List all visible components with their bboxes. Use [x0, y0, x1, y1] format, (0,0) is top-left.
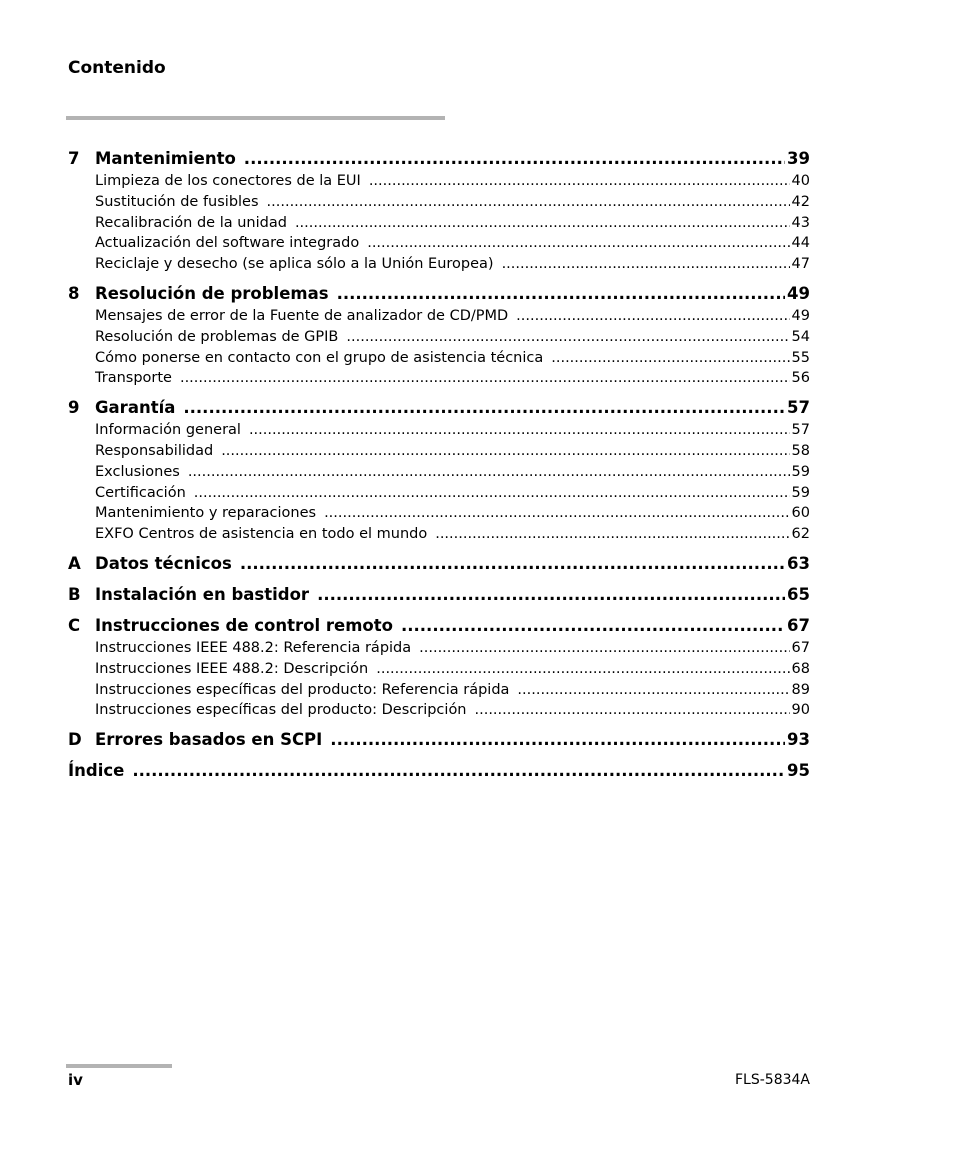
entry-page: 55 [791, 349, 810, 366]
entry-page: 89 [791, 681, 810, 698]
entry-title: Sustitución de fusibles [95, 193, 259, 210]
dot-leader [188, 462, 790, 483]
header-rule [66, 116, 445, 120]
chapter-title: Índice [68, 761, 125, 781]
dot-leader [240, 551, 785, 576]
dot-leader [516, 306, 789, 327]
entry-title: Instrucciones específicas del producto: Descripción [95, 702, 467, 719]
entry-title: Instrucciones IEEE 488.2: Descripción [95, 660, 369, 677]
toc-entry [95, 213, 810, 234]
toc-entry [95, 680, 810, 701]
dot-leader [551, 348, 789, 369]
entry-title: Actualización del software integrado [95, 235, 360, 252]
entry-title: Recalibración de la unidad [95, 214, 287, 231]
toc-entry [95, 306, 810, 327]
chapter-title: Garantía [95, 398, 176, 418]
page-title: Contenido [68, 58, 166, 78]
entry-title: Exclusiones [95, 463, 180, 480]
dot-leader [337, 281, 785, 306]
dot-leader [244, 146, 785, 171]
entry-title: EXFO Centros de asistencia en todo el mundo [95, 526, 428, 543]
toc-chapter [68, 146, 810, 171]
dot-leader [517, 680, 789, 701]
entry-title: Certificación [95, 484, 186, 501]
entry-title: Mantenimiento y reparaciones [95, 505, 317, 522]
entry-page: 58 [791, 442, 810, 459]
chapter-page: 39 [787, 149, 810, 168]
entry-page: 47 [791, 256, 810, 273]
chapter-title: Errores basados en SCPI [95, 730, 323, 750]
page-number: iv [68, 1071, 83, 1089]
toc-entry [95, 327, 810, 348]
entry-page: 90 [791, 702, 810, 719]
dot-leader [346, 327, 789, 348]
entry-page: 59 [791, 484, 810, 501]
chapter-page: 57 [787, 398, 810, 418]
dot-leader [376, 659, 789, 680]
entry-title: Limpieza de los conectores de la EUI [95, 173, 361, 189]
entry-title: Información general [95, 422, 241, 439]
dot-leader [180, 368, 790, 389]
toc-chapter [68, 395, 810, 420]
entry-page: 40 [791, 173, 810, 189]
chapter-number: D [68, 730, 82, 750]
entry-title: Mensajes de error de la Fuente de analizador de CD/PMD [95, 307, 509, 324]
chapter-page: 93 [787, 730, 810, 750]
toc-entry [95, 254, 810, 275]
chapter-number: C [68, 615, 81, 635]
entry-page: 60 [791, 505, 810, 522]
table-of-contents [68, 146, 810, 783]
toc-chapter [68, 551, 810, 576]
toc-entry [95, 503, 810, 524]
dot-leader [183, 395, 785, 420]
dot-leader [475, 700, 790, 721]
dot-leader [419, 638, 789, 659]
dot-leader [502, 254, 790, 275]
chapter-number: B [68, 584, 81, 604]
dot-leader [267, 192, 790, 213]
chapter-page: 67 [787, 615, 810, 635]
entry-title: Transporte [95, 370, 172, 387]
entry-page: 44 [791, 235, 810, 252]
chapter-page: 49 [787, 283, 810, 303]
chapter-page: 63 [787, 553, 810, 573]
chapter-page: 95 [787, 761, 810, 781]
toc-entry [95, 348, 810, 369]
document-id: FLS-5834A [735, 1072, 810, 1088]
entry-page: 62 [791, 526, 810, 543]
toc-entry [95, 368, 810, 389]
toc-chapter [68, 582, 810, 607]
toc-entry [95, 462, 810, 483]
dot-leader [132, 758, 785, 783]
chapter-title: Datos técnicos [95, 553, 232, 573]
toc-chapter [68, 758, 810, 783]
entry-title: Reciclaje y desecho (se aplica sólo a la Unión Europea) [95, 256, 494, 273]
dot-leader [324, 503, 789, 524]
entry-page: 57 [791, 422, 810, 439]
entry-title: Responsabilidad [95, 442, 214, 459]
toc-entry [95, 420, 810, 441]
toc-entry [95, 233, 810, 254]
dot-leader [401, 613, 785, 638]
dot-leader [295, 213, 790, 234]
toc-chapter [68, 281, 810, 306]
toc-chapter [68, 613, 810, 638]
dot-leader [367, 233, 789, 254]
dot-leader [194, 483, 790, 504]
chapter-number: 9 [68, 398, 80, 418]
toc-chapter [68, 727, 810, 752]
entry-page: 43 [791, 214, 810, 231]
toc-entry [95, 659, 810, 680]
entry-page: 42 [791, 193, 810, 210]
toc-entry [95, 192, 810, 213]
chapter-title: Mantenimiento [95, 149, 236, 168]
toc-entry [95, 441, 810, 462]
entry-title: Instrucciones IEEE 488.2: Referencia rápida [95, 639, 412, 656]
chapter-title: Instalación en bastidor [95, 584, 310, 604]
chapter-title: Instrucciones de control remoto [95, 615, 393, 635]
footer-rule [66, 1064, 172, 1068]
chapter-page: 65 [787, 584, 810, 604]
entry-title: Resolución de problemas de GPIB [95, 328, 339, 345]
entry-page: 56 [791, 370, 810, 387]
entry-page: 67 [791, 639, 810, 656]
chapter-number: 8 [68, 283, 80, 303]
entry-title: Instrucciones específicas del producto: Referencia rápida [95, 681, 510, 698]
chapter-number: A [68, 553, 81, 573]
dot-leader [317, 582, 785, 607]
toc-entry [95, 524, 810, 545]
toc-entry [95, 171, 810, 192]
toc-entry [95, 638, 810, 659]
dot-leader [330, 727, 785, 752]
chapter-number: 7 [68, 149, 80, 168]
toc-entry [95, 700, 810, 721]
entry-page: 54 [791, 328, 810, 345]
entry-title: Cómo ponerse en contacto con el grupo de asistencia técnica [95, 349, 544, 366]
toc-entry [95, 483, 810, 504]
entry-page: 49 [791, 307, 810, 324]
dot-leader [435, 524, 789, 545]
chapter-title: Resolución de problemas [95, 283, 329, 303]
dot-leader [369, 171, 790, 192]
entry-page: 59 [791, 463, 810, 480]
dot-leader [249, 420, 790, 441]
entry-page: 68 [791, 660, 810, 677]
dot-leader [221, 441, 789, 462]
